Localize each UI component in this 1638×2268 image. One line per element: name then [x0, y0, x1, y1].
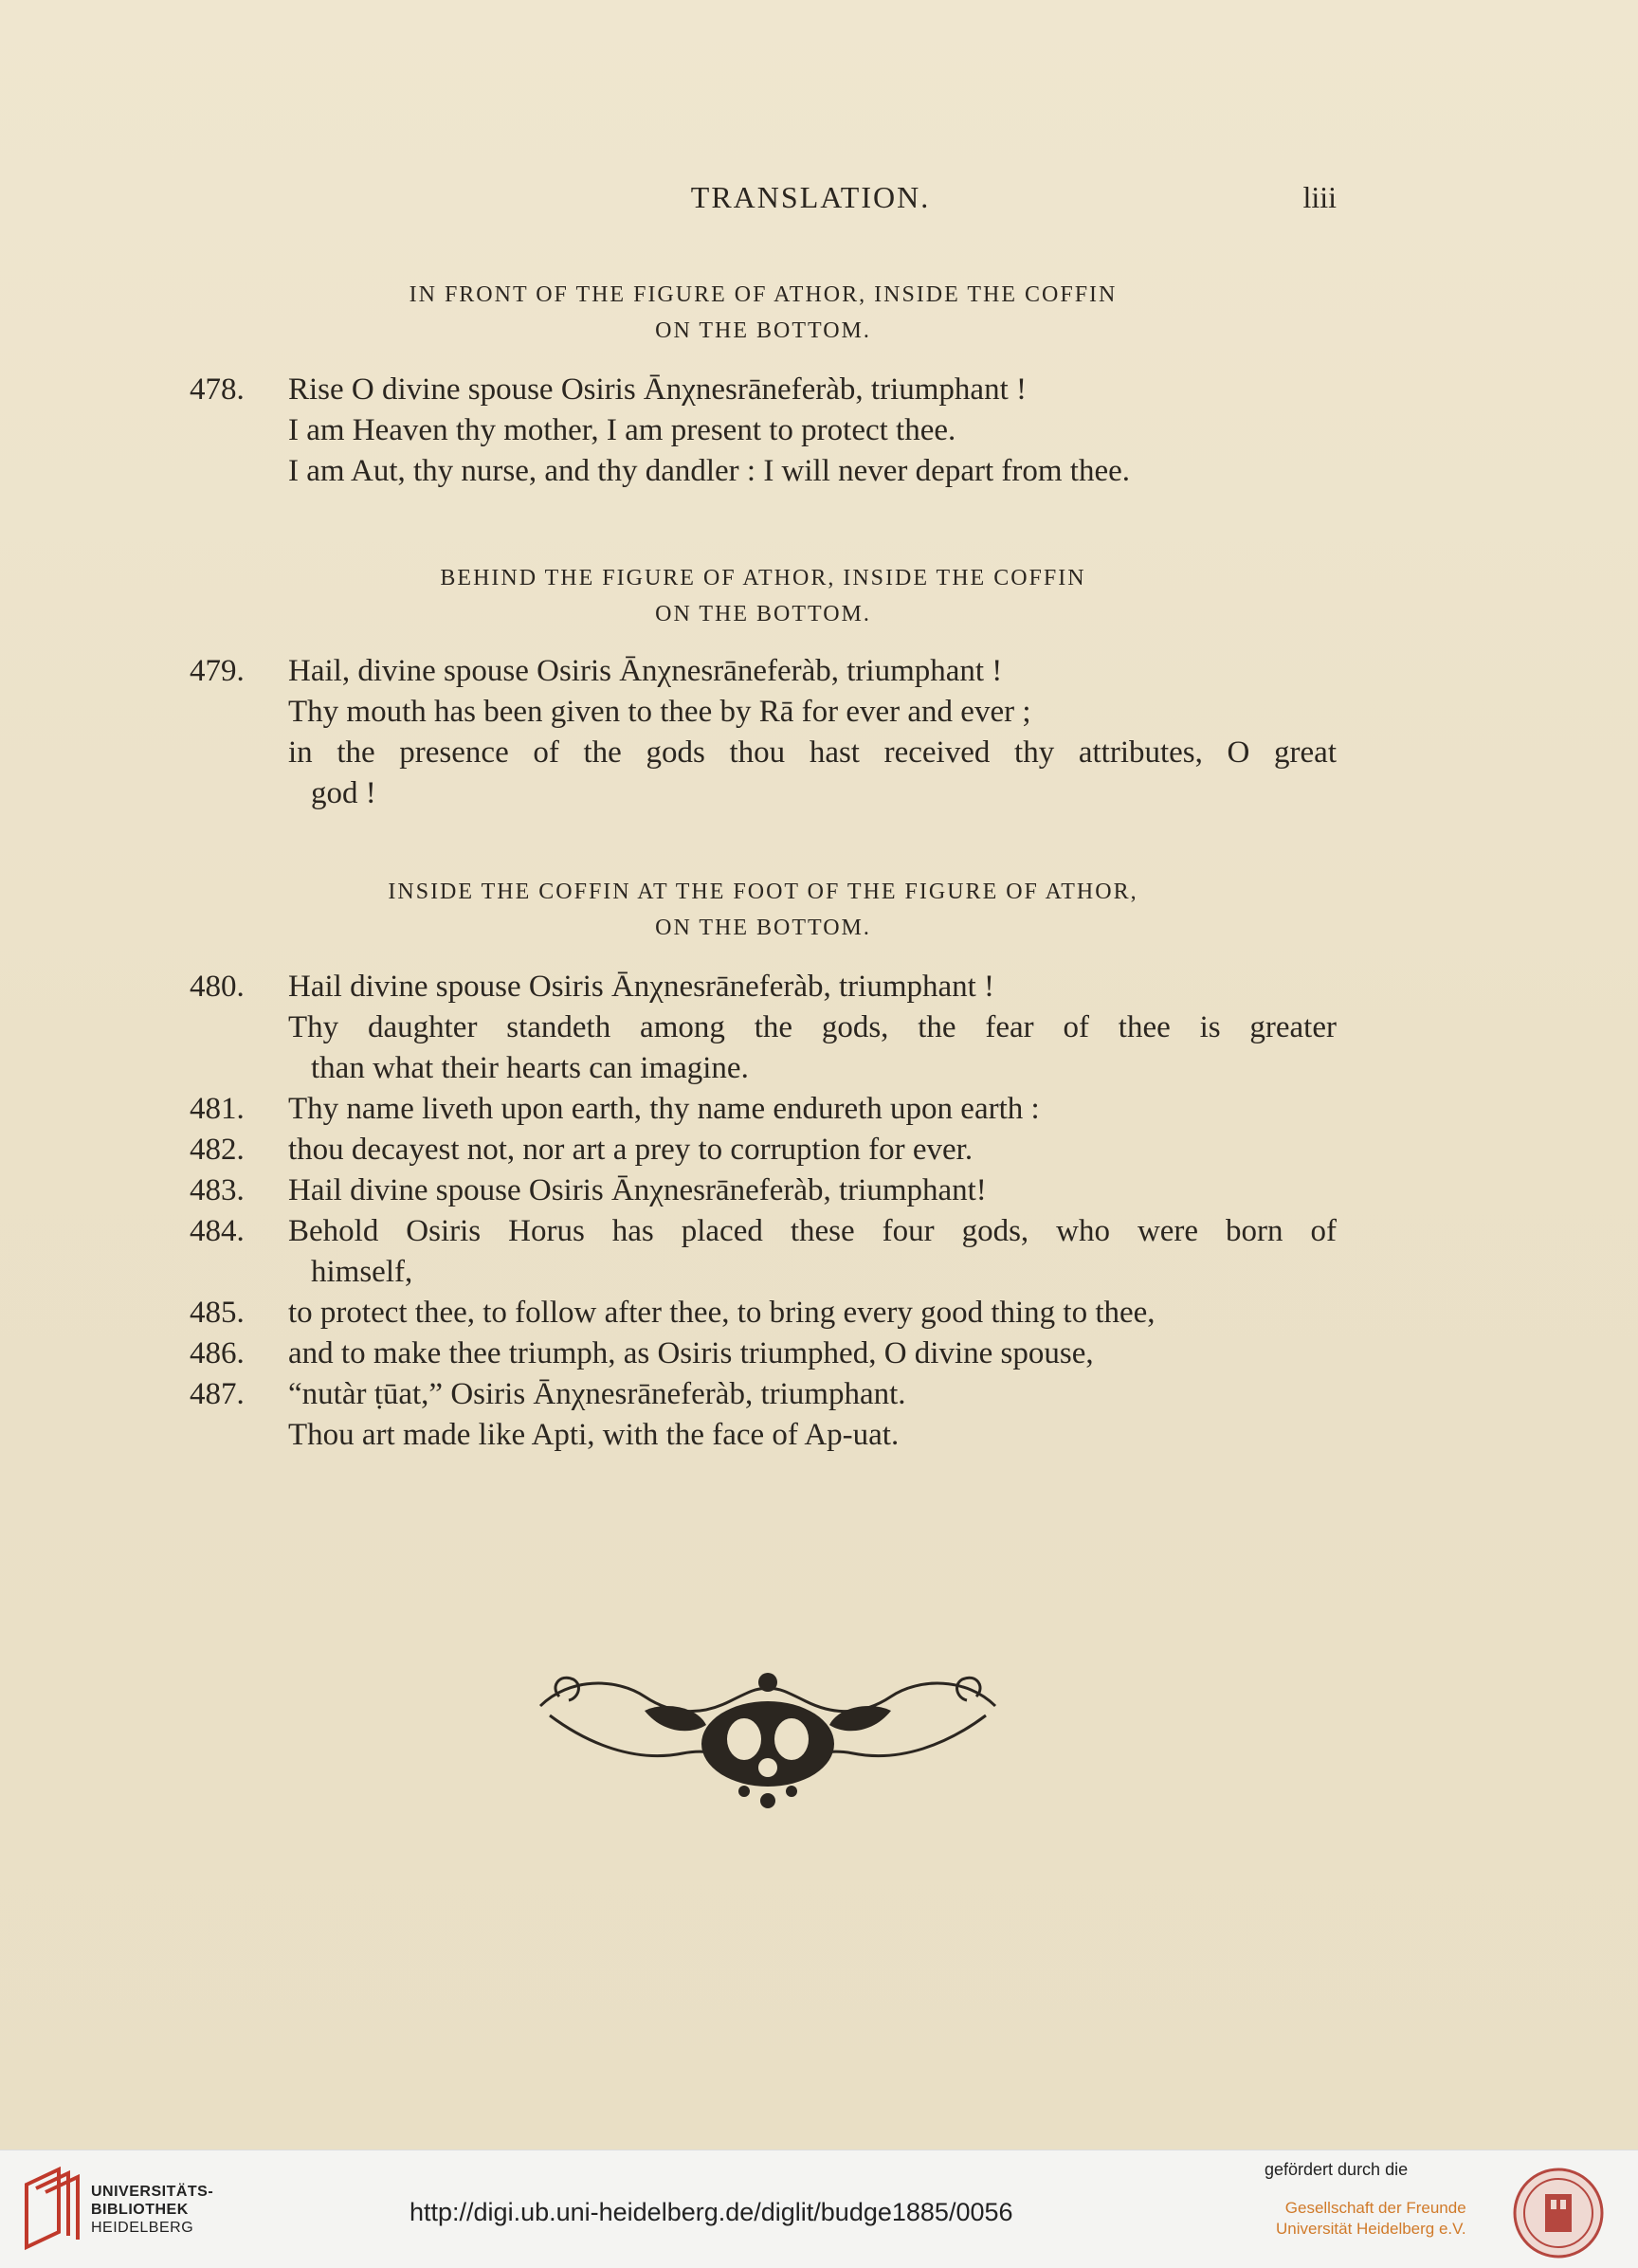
verse-number: 482.	[190, 1133, 245, 1167]
verse-number: 478.	[190, 372, 245, 407]
verse-list	[190, 370, 1337, 492]
section-foot-of-athor	[190, 874, 1337, 1456]
university-seal-icon	[1511, 2166, 1606, 2260]
verse-line: I am Aut, thy nurse, and thy dandler : I will never depart from thee.	[288, 454, 1130, 488]
verse-number: 483.	[190, 1173, 245, 1207]
verse-487	[190, 1374, 1337, 1415]
verse-number: 486.	[190, 1336, 245, 1370]
verse-line: Hail divine spouse Osiris Ānχnesrāneferàb, triumphant !	[288, 970, 995, 1004]
library-name-line: HEIDELBERG	[91, 2220, 194, 2236]
verse-482	[190, 1130, 1337, 1170]
verse-number: 487.	[190, 1377, 245, 1411]
verse-line: Hail, divine spouse Osiris Ānχnesrāneferàb, triumphant !	[288, 654, 1003, 688]
verse-483	[190, 1170, 1337, 1211]
verse-line: thou decayest not, nor art a prey to corruption for ever.	[288, 1133, 974, 1167]
verse-number: 479.	[190, 654, 245, 688]
verse-480	[190, 967, 1337, 1007]
verse-line: to protect thee, to follow after thee, to bring every good thing to thee,	[288, 1296, 1156, 1330]
verse-484	[190, 1211, 1337, 1293]
verse-line-row	[190, 410, 1337, 451]
sponsor-name-line: Gesellschaft der Freunde	[1284, 2199, 1466, 2217]
verse-list	[190, 967, 1337, 1456]
verse-479	[190, 651, 1337, 692]
footer-bar	[0, 2150, 1638, 2268]
verse-line: Thou art made like Apti, with the face of Ap-uat.	[288, 1418, 900, 1452]
ornament-icon	[531, 1659, 1005, 1810]
verse-line-row	[190, 692, 1337, 733]
permalink-url[interactable]: http://digi.ub.uni-heidelberg.de/diglit/budge1885/0056	[410, 2198, 1013, 2226]
verse-line: in the presence of the gods thou hast received thy attributes, O great	[288, 735, 1337, 770]
verse-list	[190, 651, 1337, 814]
heading-line: ON THE BOTTOM.	[655, 318, 871, 343]
section-behind-athor	[190, 560, 1337, 814]
verse-line: Rise O divine spouse Osiris Ānχnesrāneferàb, triumphant !	[288, 372, 1027, 407]
sponsor-label: gefördert durch die	[1265, 2160, 1409, 2179]
section-heading	[190, 277, 1337, 349]
library-name	[91, 2183, 213, 2237]
verse-line: Thy daughter standeth among the gods, the fear of thee is greater	[288, 1010, 1337, 1044]
verse-line-row	[190, 1007, 1337, 1089]
library-logo-icon	[21, 2166, 83, 2251]
heading-line: ON THE BOTTOM.	[655, 916, 871, 940]
verse-line: Thy mouth has been given to thee by Rā for ever and ever ;	[288, 695, 1031, 729]
heading-line: IN FRONT OF THE FIGURE OF ATHOR, INSIDE THE COFFIN	[409, 282, 1118, 307]
section-heading	[190, 874, 1337, 946]
verse-continuation: god !	[311, 776, 376, 810]
verse-line: I am Heaven thy mother, I am present to protect thee.	[288, 413, 956, 447]
sponsor-name-line: Universität Heidelberg e.V.	[1276, 2220, 1466, 2238]
verse-number: 480.	[190, 970, 245, 1004]
running-head	[284, 180, 1337, 227]
verse-line: “nutàr ṭūat,” Osiris Ānχnesrāneferàb, triumphant.	[288, 1377, 906, 1411]
verse-line: Thy name liveth upon earth, thy name endureth upon earth :	[288, 1092, 1040, 1126]
library-name-line: BIBLIOTHEK	[91, 2202, 189, 2218]
verse-line-row	[190, 451, 1337, 492]
verse-number: 484.	[190, 1214, 245, 1248]
verse-number: 485.	[190, 1296, 245, 1330]
verse-continuation: himself,	[311, 1255, 413, 1289]
heading-line: ON THE BOTTOM.	[655, 602, 871, 626]
sponsor-name	[1276, 2198, 1466, 2240]
verse-line-row	[190, 733, 1337, 814]
library-name-line: UNIVERSITÄTS-	[91, 2184, 214, 2200]
verse-485	[190, 1293, 1337, 1334]
section-heading	[190, 560, 1337, 632]
verse-481	[190, 1089, 1337, 1130]
verse-number: 481.	[190, 1092, 245, 1126]
verse-line-row	[190, 1415, 1337, 1456]
page-number: liii	[1302, 180, 1337, 214]
verse-486	[190, 1334, 1337, 1374]
section-front-of-athor	[190, 277, 1337, 492]
verse-478	[190, 370, 1337, 410]
heading-line: INSIDE THE COFFIN AT THE FOOT OF THE FIGURE OF ATHOR,	[388, 880, 1138, 904]
verse-line: Hail divine spouse Osiris Ānχnesrāneferàb, triumphant!	[288, 1173, 987, 1207]
verse-line: Behold Osiris Horus has placed these four gods, who were born of	[288, 1214, 1337, 1248]
verse-continuation: than what their hearts can imagine.	[311, 1051, 749, 1085]
verse-line: and to make thee triumph, as Osiris triumphed, O divine spouse,	[288, 1336, 1094, 1370]
heading-line: BEHIND THE FIGURE OF ATHOR, INSIDE THE COFFIN	[440, 566, 1086, 590]
running-title: TRANSLATION.	[690, 180, 931, 214]
